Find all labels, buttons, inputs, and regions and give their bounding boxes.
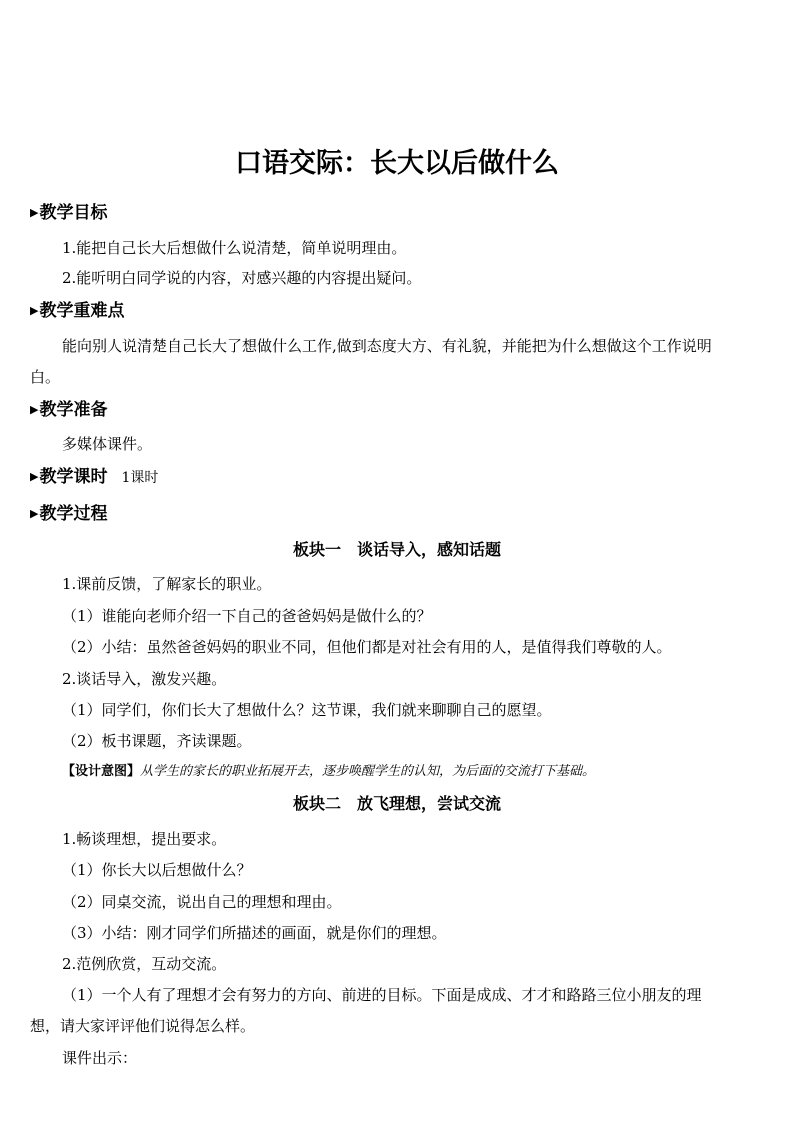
heading-process: [30, 502, 107, 528]
heading-process-text: 教学过程: [39, 504, 108, 524]
goal-line-1: 1.能把自己长大后想做什么说清楚，简单说明理由。: [62, 239, 407, 257]
key-line-1: 能向别人说清楚自己长大了想做什么工作,做到态度大方、有礼貌，并能把为什么想做这个工作说明: [62, 337, 712, 355]
heading-prep-text: 教学准备: [39, 400, 108, 420]
triangle-bullet-icon: ▶: [30, 507, 39, 520]
block2-line: （2）同桌交流，说出自己的理想和理由。: [62, 893, 342, 911]
block1-line: （1）谁能向老师介绍一下自己的爸爸妈妈是做什么的？: [62, 607, 432, 625]
document-title: 口语交际：长大以后做什么: [235, 148, 559, 179]
block2-line: （3）小结：刚才同学们所描述的画面，就是你们的理想。: [62, 924, 447, 942]
block1-line: 2.谈话导入，激发兴趣。: [62, 670, 227, 688]
heading-goals: [30, 201, 107, 227]
design-intent-1: [62, 762, 595, 782]
heading-key-text: 教学重难点: [39, 301, 125, 321]
triangle-bullet-icon: ▶: [30, 403, 39, 416]
hours-value: 1课时: [121, 470, 159, 486]
block2-line: （1）一个人有了理想才会有努力的方向、前进的目标。下面是成成、才才和路路三位小朋友的理: [62, 986, 702, 1004]
heading-hours: [30, 465, 158, 491]
design-intent-text: 从学生的家长的职业拓展开去，逐步唤醒学生的认知，为后面的交流打下基础。: [140, 764, 596, 779]
prep-line: 多媒体课件。: [62, 435, 153, 453]
heading-hours-text: 教学课时: [39, 467, 108, 487]
block2-line: 1.畅谈理想，提出要求。: [62, 830, 227, 848]
block1-line: （2）小结：虽然爸爸妈妈的职业不同，但他们都是对社会有用的人，是值得我们尊敬的人。: [62, 638, 672, 656]
design-intent-label: 【设计意图】: [62, 764, 141, 779]
goal-line-2: 2.能听明白同学说的内容，对感兴趣的内容提出疑问。: [62, 269, 422, 287]
block1-line: 1.课前反馈，了解家长的职业。: [62, 575, 272, 593]
triangle-bullet-icon: ▶: [30, 470, 39, 483]
heading-goals-text: 教学目标: [39, 203, 108, 223]
block2-line: 课件出示：: [62, 1049, 138, 1067]
triangle-bullet-icon: ▶: [30, 206, 39, 219]
key-line-2: 白。: [30, 368, 61, 386]
heading-prep: [30, 398, 107, 424]
block2-line: （1）你长大以后想做什么？: [62, 861, 252, 879]
block1-line: （2）板书课题，齐读课题。: [62, 732, 252, 750]
triangle-bullet-icon: ▶: [30, 304, 39, 317]
block2-line: 2.范例欣赏，互动交流。: [62, 955, 227, 973]
block1-line: （1）同学们，你们长大了想做什么？这节课，我们就来聊聊自己的愿望。: [62, 701, 552, 719]
heading-key: [30, 299, 124, 325]
block2-line: 想，请大家评评他们说得怎么样。: [30, 1017, 256, 1035]
block2-title: 板块二 放飞理想，尝试交流: [292, 794, 501, 813]
block1-title: 板块一 谈话导入，感知话题: [292, 540, 501, 559]
